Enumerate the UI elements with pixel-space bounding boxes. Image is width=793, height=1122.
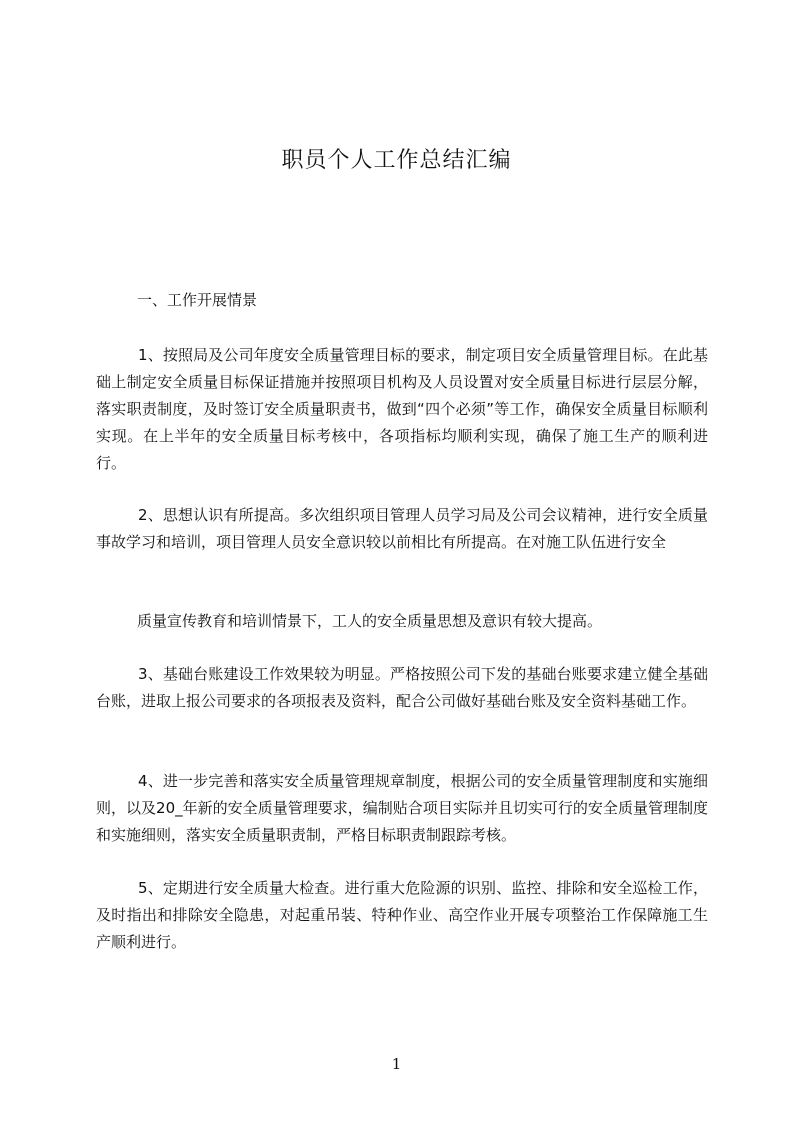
- section-heading: 一、工作开展情景: [137, 291, 258, 309]
- paragraph-3: 3、基础台账建设工作效果较为明显。严格按照公司下发的基础台账要求建立健全基础台账，进取上报公司要求的各项报表及资料，配合公司做好基础台账及安全资料基础工作。: [96, 665, 708, 710]
- paragraph-4: 4、进一步完善和落实安全质量管理规章制度，根据公司的安全质量管理制度和实施细则，以及20_年新的安全质量管理要求，编制贴合项目实际并且切实可行的安全质量管理制度和实施细则，落实安全质量职责制，严格目标职责制跟踪考核。: [96, 772, 708, 844]
- paragraph-1: 1、按照局及公司年度安全质量管理目标的要求，制定项目安全质量管理目标。在此基础上制定安全质量目标保证措施并按照项目机构及人员设置对安全质量目标进行层层分解，落实职责制度，及时签订安全质量职责书，做到“四个必须”等工作，确保安全质量目标顺利实现。在上半年的安全质量目标考核中，各项指标均顺利实现，确保了施工生产的顺利进行。: [96, 346, 708, 472]
- page-number: 1: [391, 1055, 402, 1073]
- document-title: 职员个人工作总结汇编: [281, 148, 512, 173]
- paragraph-2: 2、思想认识有所提高。多次组织项目管理人员学习局及公司会议精神，进行安全质量事故学习和培训，项目管理人员安全意识较以前相比有所提高。在对施工队伍进行安全: [96, 506, 708, 551]
- paragraph-5: 5、定期进行安全质量大检查。进行重大危险源的识别、监控、排除和安全巡检工作，及时指出和排除安全隐患，对起重吊装、特种作业、高空作业开展专项整治工作保障施工生产顺利进行。: [96, 879, 708, 951]
- paragraph-2-continued: 质量宣传教育和培训情景下，工人的安全质量思想及意识有较大提高。: [137, 612, 603, 630]
